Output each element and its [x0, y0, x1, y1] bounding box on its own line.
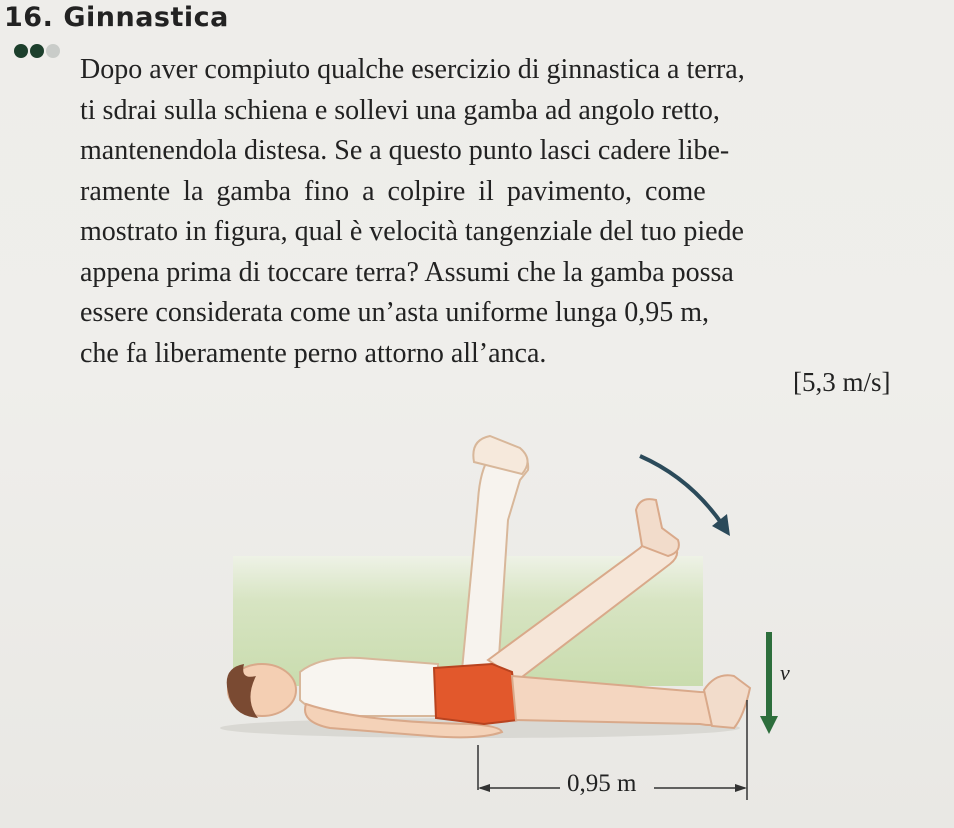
- text-line: Dopo aver compiuto qualche esercizio di ginnastica a terra,: [80, 54, 745, 85]
- text-line: appena prima di toccare terra? Assumi che la gamba possa: [80, 256, 734, 288]
- problem-header: [4, 2, 229, 33]
- vertical-foot: [473, 436, 527, 474]
- torso: [300, 658, 438, 716]
- velocity-arrowhead: [760, 716, 778, 734]
- text-line: che fa liberamente perno attorno all’anca.: [80, 337, 547, 369]
- problem-title: Ginnastica: [63, 2, 229, 33]
- gymnastics-illustration: [0, 420, 954, 828]
- floor-foot: [704, 675, 750, 728]
- text-line: ti sdrai sulla schiena e sollevi una gamba ad angolo retto,: [80, 94, 720, 126]
- dimension-arrow-right: [735, 784, 747, 792]
- difficulty-indicator: [14, 44, 60, 58]
- problem-text: [80, 50, 942, 374]
- text-line: essere considerata come un’asta uniforme lunga 0,95 m,: [80, 297, 710, 328]
- difficulty-dot-empty: [46, 44, 60, 58]
- problem-number: 16.: [4, 2, 54, 33]
- difficulty-dot-filled: [14, 44, 28, 58]
- velocity-label: v: [780, 660, 790, 685]
- shorts: [434, 664, 518, 724]
- text-line: mostrato in figura, qual è velocità tangenziale del tuo piede: [80, 216, 744, 247]
- text-line: mantenendola distesa. Se a questo punto lasci cadere libe-: [80, 135, 730, 166]
- difficulty-dot-filled: [30, 44, 44, 58]
- text-line: ramente la gamba fino a colpire il pavimento, come: [80, 175, 706, 207]
- answer-text: [5,3 m/s]: [793, 367, 891, 397]
- dimension-arrow-left: [478, 784, 490, 792]
- length-label: 0,95 m: [567, 770, 637, 797]
